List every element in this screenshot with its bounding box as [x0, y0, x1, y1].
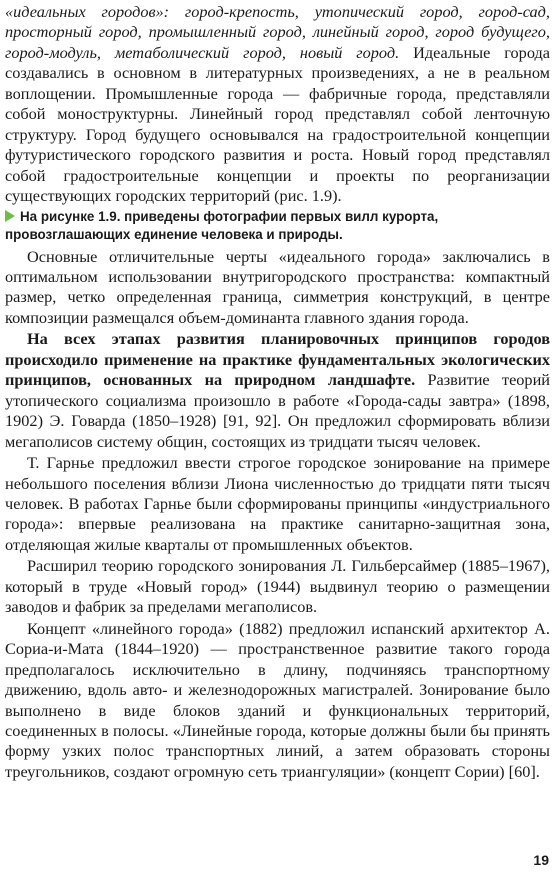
paragraph-ideal-city-features: Основные отличительные черты «идеального города» заключались в оптимальном использовании внутригородского пространства: компактный размер, четко определенная граница, симметрия конструкций, в центре композиции размещался объем-доминанта главного здания города. — [5, 246, 550, 327]
page-number: 19 — [533, 852, 549, 868]
ecological-principles-text: Развитие теорий утопического социализма произошло в работе «Города-сады завтра» (1898, 1902) Э. Говарда (1850–1928) [91, 92]. Он предложил сформировать вблизи мегаполисов систему общин, состоящих из тридцати тысяч человек. — [5, 370, 550, 451]
city-types-list: «идеальных городов»: город-крепость, утопический город, город-сад, просторный город, промышленный город, линейный город, город будущего, город-модуль, метаболический город, новый город. — [5, 2, 550, 62]
green-arrow-icon — [5, 210, 15, 222]
page-body — [5, 2, 550, 782]
paragraph-hilberseimer: Расширил теорию городского зонирования Л. Гильберсаймер (1885–1967), который в труде «Новый город» (1944) выдвинул теорию о размещении заводов и фабрик за пределами мегаполисов. — [5, 556, 550, 617]
figure-note — [5, 208, 550, 245]
ecological-principles-highlight: На всех этапах развития планировочных принципов городов происходило применение на практике фундаментальных экологических принципов, основанных на природном ландшафте. — [5, 329, 550, 390]
figure-note-text: На рисунке 1.9. приведены фотографии первых вилл курорта, провозглашающих единение человека и природы. — [5, 208, 439, 243]
city-types-description: Идеальные города создавались в основном в литературных произведениях, а не в реальном воплощении. Промышленные города — фабричные города, представляли собой моноструктурны. Линейный город представлял собой ленточную структуру. Город будущего основывался на градостроительной концепции футуристического городского развития и роста. Новый город представлял собой градостроительные концепции и проекты по реорганизации существующих городских территорий (рис. 1.9). — [5, 42, 550, 206]
paragraph-city-types — [5, 2, 550, 207]
paragraph-linear-city: Концепт «линейного города» (1882) предложил испанский архитектор А. Сориа-и-Мата (1844–1920) — пространственное развитие такого города предполагалось исключительно в длину, подчиняясь транспортному движению, вдоль авто- и железнодорожных магистралей. Зонирование было выполнено в виде блоков зданий и функциональных территорий, соединенных в полосы. «Линейные города, которые должны были бы принять форму узких полос транспортных линий, а затем образовать стороны треугольников, создают огромную сеть триангуляции» (концепт Сории) [60]. — [5, 618, 550, 781]
paragraph-garnier: Т. Гарнье предложил ввести строгое городское зонирование на примере небольшого поселения вблизи Лиона численностью до тридцати пяти тысяч человек. В работах Гарнье были сформированы принципы «индустриального города»: впервые реализована на практике санитарно-защитная зона, отделяющая жилые кварталы от промышленных объектов. — [5, 453, 550, 554]
paragraph-ecological-principles — [5, 329, 550, 452]
